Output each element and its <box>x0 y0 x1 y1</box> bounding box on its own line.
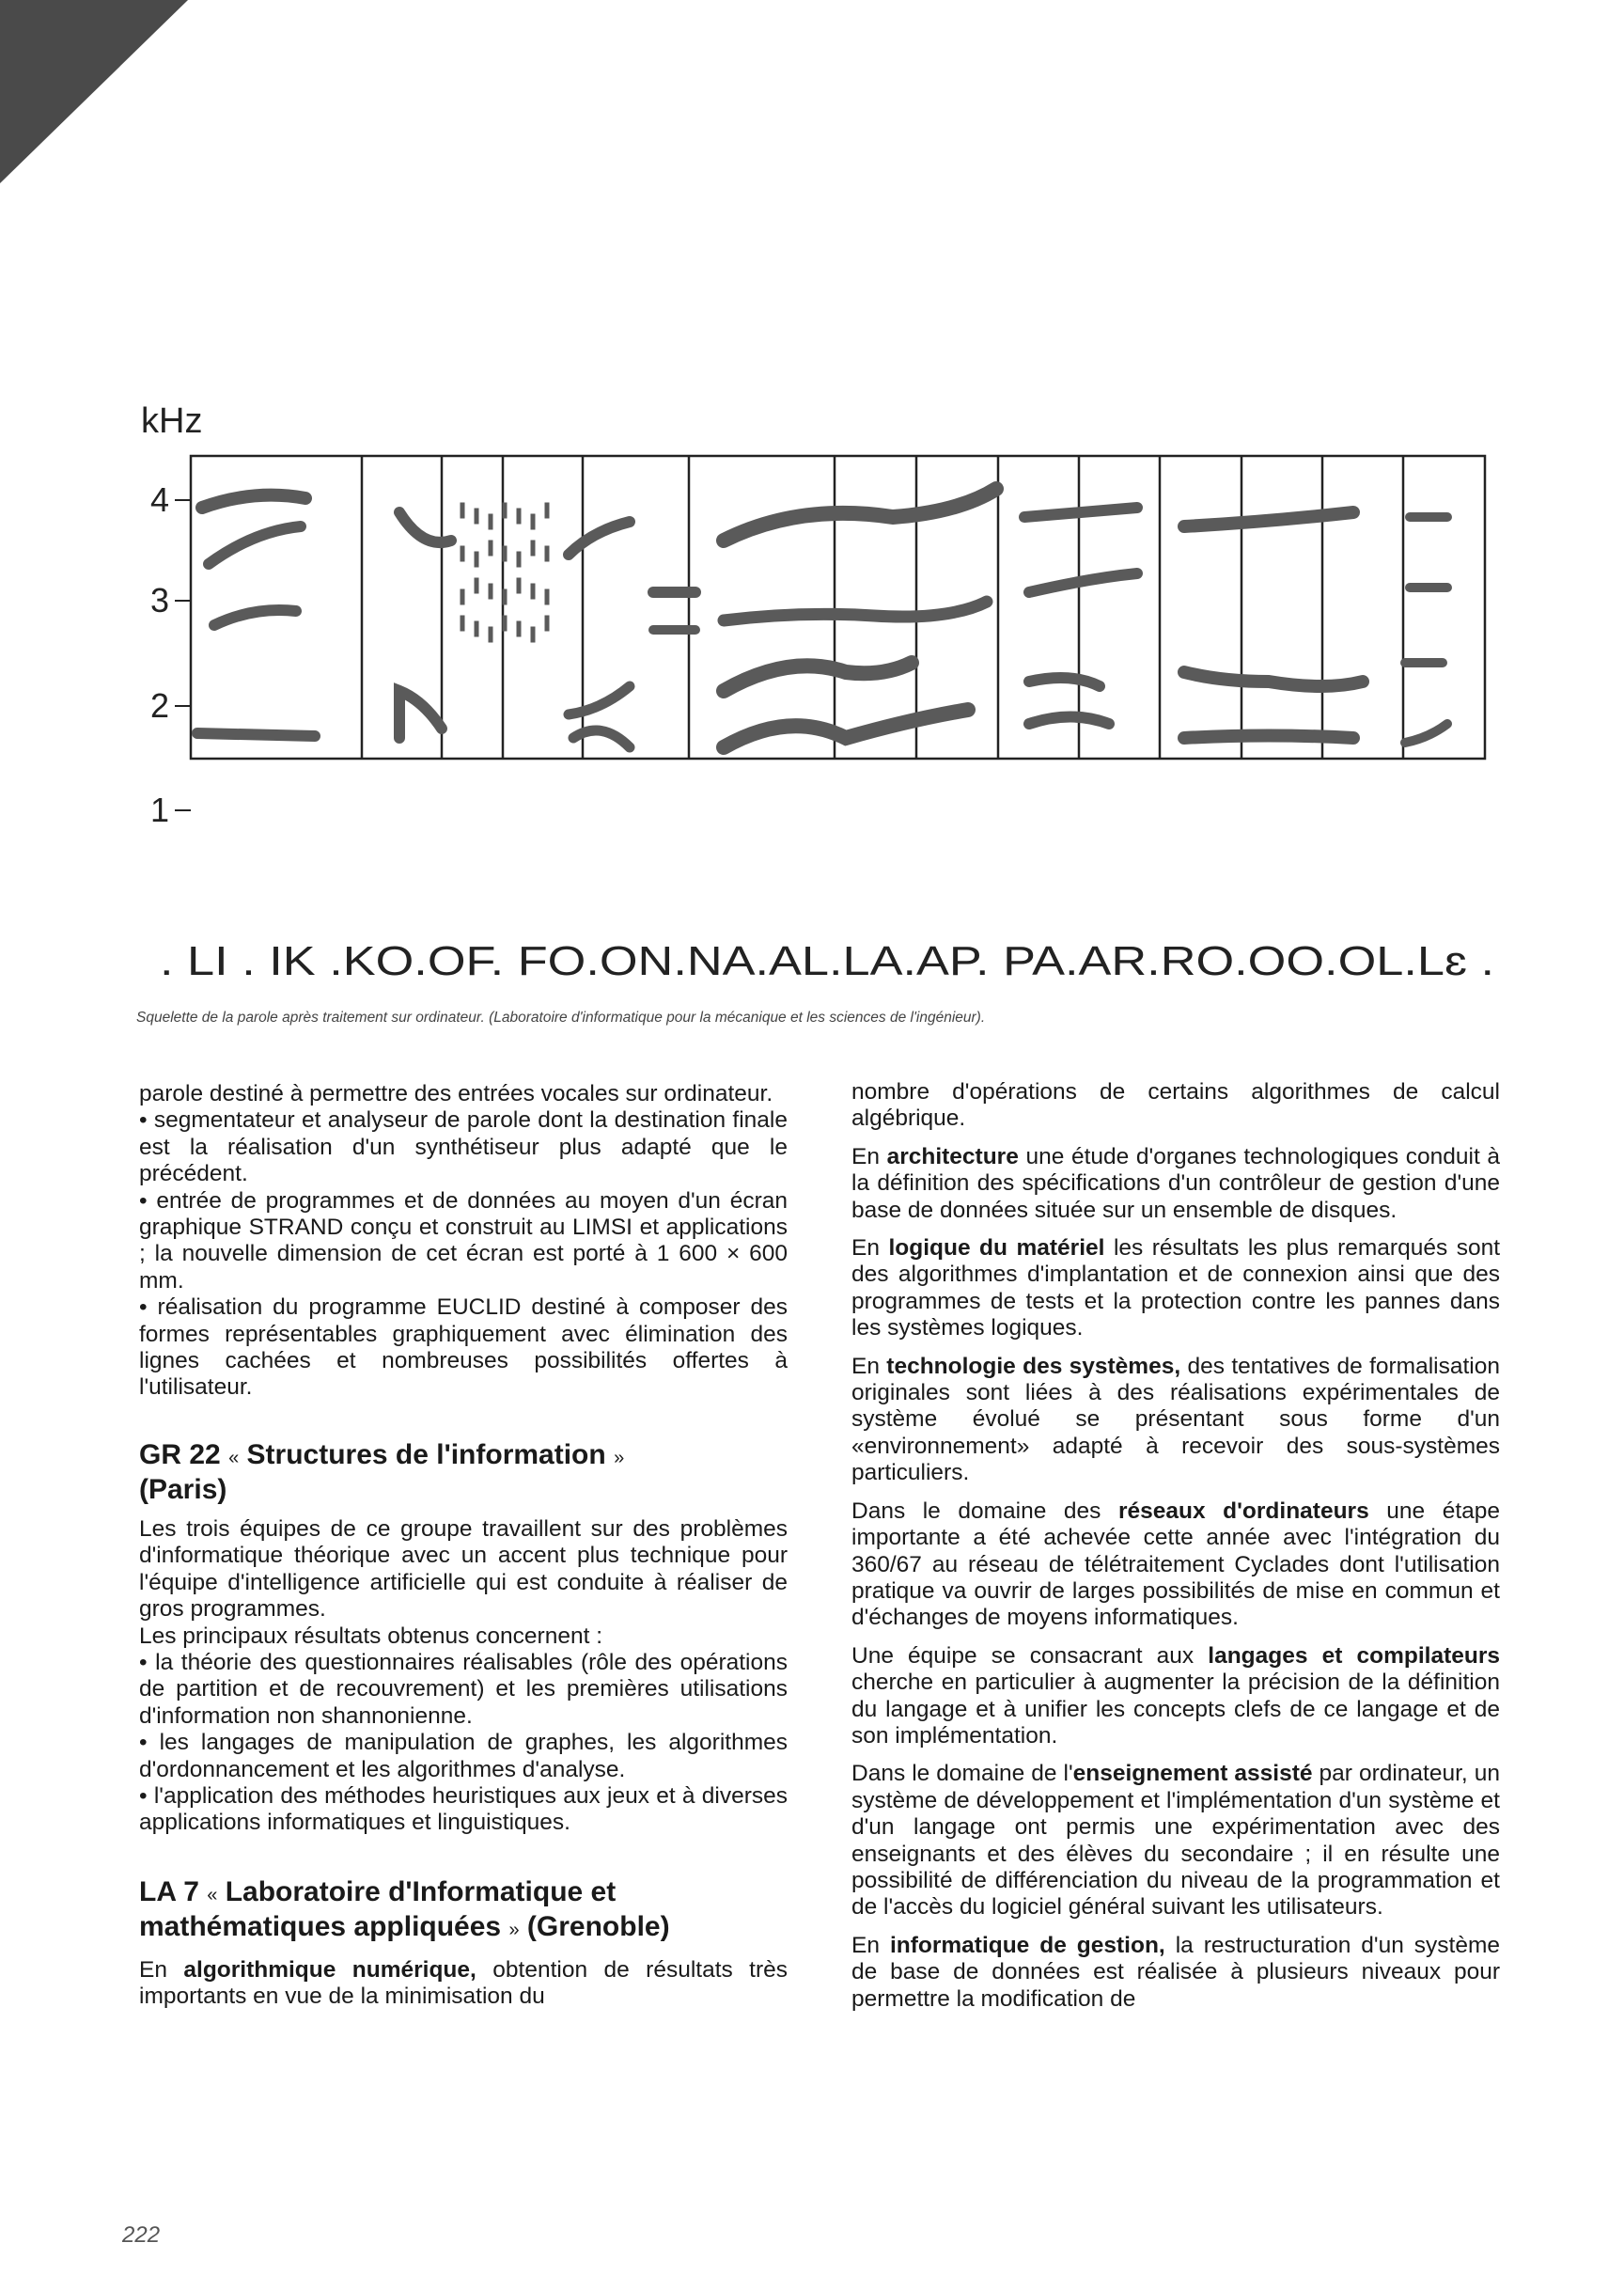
formant-dot <box>531 627 535 642</box>
formant-band <box>202 495 305 508</box>
formant-dot <box>545 589 549 604</box>
formant-dot <box>503 546 507 561</box>
formant-band <box>724 489 996 541</box>
formant-band <box>1405 724 1447 743</box>
y-axis-unit: kHz <box>141 401 203 441</box>
bullet-item: • la théorie des questionnaires réalisables (rôle des opérations de partition et de recouvrement) et les premières utilisations d'information non shannonienne. <box>139 1650 788 1730</box>
formant-dot <box>461 589 464 604</box>
bullet-item: • l'application des méthodes heuristiques aux jeux et à diverses applications informatiques et linguistiques. <box>139 1783 788 1837</box>
y-tick-label: 4 <box>150 480 170 519</box>
formant-band <box>724 602 987 620</box>
y-tick-label: 1 <box>150 791 170 829</box>
formant-dot <box>545 546 549 561</box>
formant-dot <box>503 503 507 518</box>
formant-dot <box>517 509 521 524</box>
formant-dot <box>503 616 507 631</box>
paragraph: Les trois équipes de ce groupe travaillent sur des problèmes d'informatique théorique avec un accent plus technique pour l'équipe d'intelligence artificielle qui est conduite à réaliser de gros programmes. <box>139 1515 788 1623</box>
corner-decoration <box>0 0 188 183</box>
paragraph: Une équipe se consacrant aux langages et compilateurs cherche en particulier à augmenter la précision de la définition du langage et à unifier les concepts clefs de ce langage et de son implémentation. <box>851 1642 1500 1749</box>
formant-traces <box>197 489 1447 747</box>
plot-frame <box>191 456 1485 759</box>
paragraph: En technologie des systèmes, des tentatives de formalisation originales sont liées à des réalisations expérimentales de système évolué se présentant sous forme d'un «environnement» adapté à recevoir des sous-systèmes particuliers. <box>851 1353 1500 1486</box>
y-tick-label: 3 <box>150 581 170 619</box>
phoneme-segments: . LI . IK .KO.OF. FO.ON.NA.AL.LA.AP. PA.AR.RO.OO.OL.Lɛ . <box>160 938 1494 984</box>
paragraph: En architecture une étude d'organes technologiques conduit à la définition des spécifications d'un contrôleur de gestion d'une base de données située sur un ensemble de disques. <box>851 1143 1501 1223</box>
formant-band <box>569 686 630 714</box>
formant-band <box>1029 717 1109 725</box>
paragraph: Les principaux résultats obtenus concernent : <box>139 1623 603 1649</box>
formant-dot <box>461 503 464 518</box>
formant-band <box>399 691 442 738</box>
paragraph: Dans le domaine de l'enseignement assisté par ordinateur, un système de développement et l'implémentation d'un système et d'un langage ont permis une expérimentation avec des enseignants et des élèves du secondaire ; il en résulte une possibilité de différenciation du niveau de la programmation et de l'accès du logiciel général suivant les utilisateurs. <box>851 1761 1500 1921</box>
formant-dot <box>475 621 478 636</box>
formant-dot <box>531 541 535 556</box>
formant-dot <box>489 584 492 599</box>
section-heading-gr22: GR 22 « Structures de l'information » (Paris) <box>139 1438 625 1505</box>
formant-band <box>1184 672 1363 686</box>
formant-dot <box>517 621 521 636</box>
formant-dot <box>517 578 521 593</box>
segment-dividers <box>362 456 1403 759</box>
spectrogram-figure <box>141 400 1513 1039</box>
bullet-item: • segmentateur et analyseur de parole dont la destination finale est la réalisation d'un synthétiseur plus adapté que le précédent. <box>139 1107 788 1187</box>
paragraph: En logique du matériel les résultats les plus remarqués sont des algorithmes d'implantation et de connexion ainsi que des programmes de tests et la protection contre les pannes dans les systèmes logiques. <box>851 1235 1500 1341</box>
formant-dot <box>475 578 478 593</box>
formant-band <box>1024 508 1137 517</box>
paragraph: nombre d'opérations de certains algorithmes de calcul algébrique. <box>851 1079 1500 1132</box>
formant-band <box>1029 678 1100 686</box>
figure-caption: Squelette de la parole après traitement sur ordinateur. (Laboratoire d'informatique pour la mécanique et les sciences de l'ingénieur). <box>136 1010 986 1026</box>
formant-dot <box>475 509 478 524</box>
formant-band <box>724 663 912 691</box>
paragraph: Dans le domaine des réseaux d'ordinateurs une étape importante a été achevée cette année avec l'intégration du 360/67 au réseau de télétraitement Cyclades dont l'utilisation pratique va ouvrir de larges possibilités de mise en commun et d'échanges de moyens informatiques. <box>851 1498 1501 1631</box>
bullet-item: • les langages de manipulation de graphes, les algorithmes d'ordonnancement et les algorithmes d'analyse. <box>139 1730 788 1783</box>
y-axis-ticks <box>150 480 191 829</box>
page-number: 222 <box>122 2222 161 2248</box>
bullet-item: • réalisation du programme EUCLID destiné à composer des formes représentables graphiquement avec élimination des lignes cachées et nombreuses possibilités offertes à l'utilisateur. <box>139 1294 788 1402</box>
formant-dot <box>531 584 535 599</box>
formant-band <box>569 522 630 555</box>
bullet-item: • entrée de programmes et de données au moyen d'un écran graphique STRAND conçu et construit au LIMSI et applications ; la nouvelle dimension de cet écran est porté à 1 600 × 600 mm. <box>139 1188 788 1295</box>
formant-dot <box>461 546 464 561</box>
formant-band <box>724 710 968 747</box>
formant-band <box>399 512 451 542</box>
formant-dot <box>489 541 492 556</box>
formant-dot <box>489 627 492 642</box>
formant-dot <box>489 514 492 529</box>
formant-dot <box>475 552 478 567</box>
left-column <box>139 1081 788 2011</box>
formant-dot <box>461 616 464 631</box>
paragraph: En informatique de gestion, la restructuration d'un système de base de données est réalisée à plusieurs niveaux pour permettre la modification de <box>851 1932 1501 2012</box>
formant-dot <box>531 514 535 529</box>
y-tick-label: 2 <box>150 686 170 725</box>
section-heading-la7: LA 7 « Laboratoire d'Informatique et mathématiques appliquées » (Grenoble) <box>139 1875 670 1942</box>
formant-band <box>1184 736 1353 739</box>
paragraph: parole destiné à permettre des entrées vocales sur ordinateur. <box>139 1081 773 1106</box>
formant-dot <box>517 552 521 567</box>
formant-dot <box>545 503 549 518</box>
formant-band <box>1029 573 1137 592</box>
formant-band <box>197 733 315 736</box>
formant-dot <box>545 616 549 631</box>
right-column <box>851 1079 1500 2024</box>
formant-band <box>209 526 301 564</box>
formant-band <box>1184 512 1353 526</box>
formant-band <box>214 610 296 625</box>
paragraph: En algorithmique numérique, obtention de résultats très importants en vue de la minimisation du <box>139 1956 789 2010</box>
formant-dot <box>503 589 507 604</box>
